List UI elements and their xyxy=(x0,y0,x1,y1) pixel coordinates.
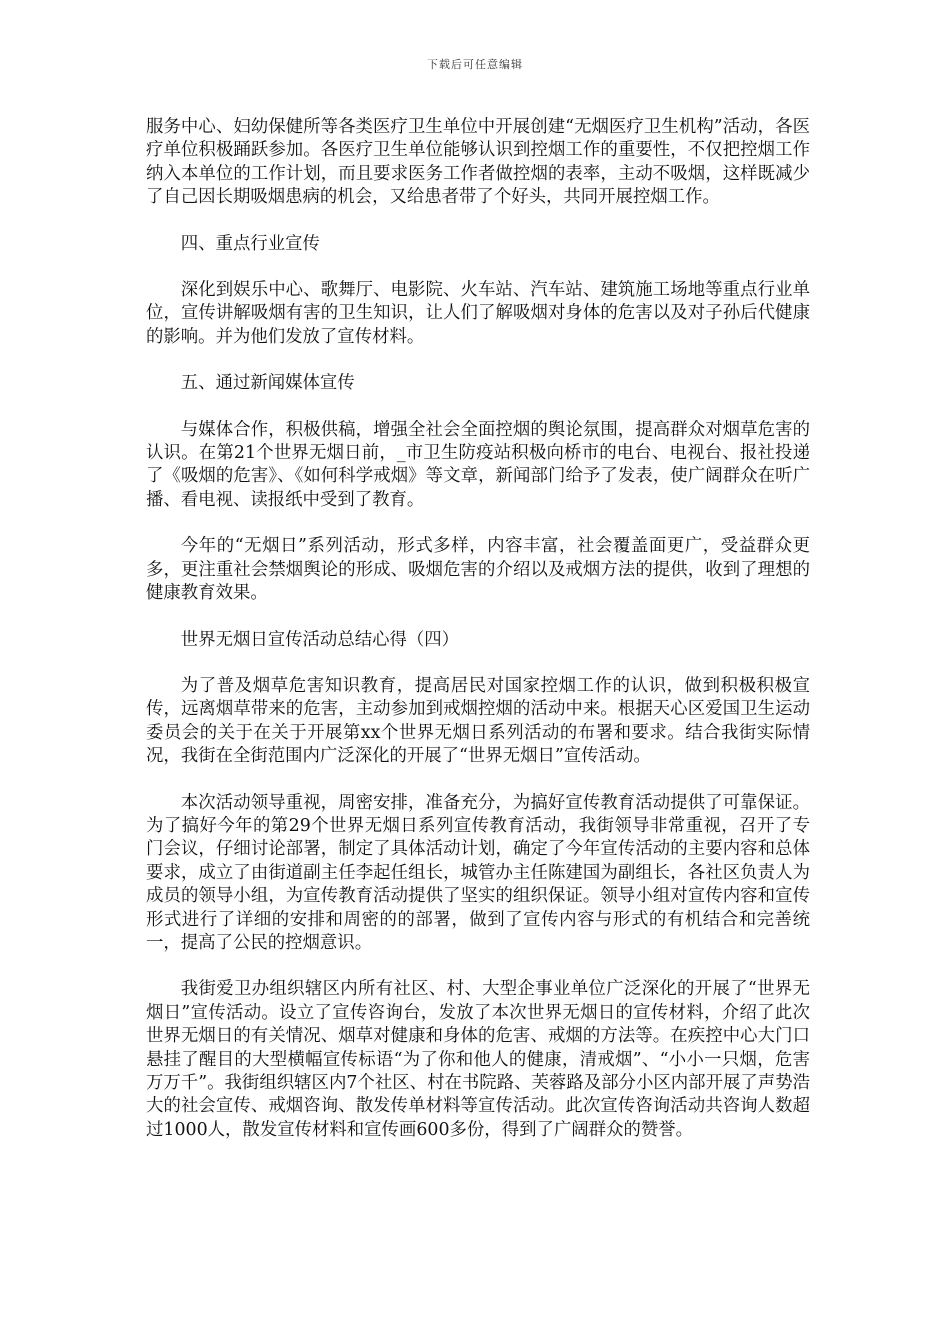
section-heading-5: 五、通过新闻媒体宣传 xyxy=(180,373,355,394)
paragraph-leadership: 本次活动领导重视，周密安排，准备充分，为搞好宣传教育活动提供了可靠保证。为了搞好今年的第29个世界无烟日系列宣传教育活动，我街领导非常重视，召开了专门会议，仔细讨论部署，制定了具体活动计划，确定了今年宣传活动的主要内容和总体要求，成立了由街道副主任李起任组长，城管办主任陈建国为副组长，各社区负责人为成员的领导小组，为宣传教育活动提供了坚实的组织保证。领导小组对宣传内容和宣传形式进行了详细的安排和周密的的部署，做到了宣传内容与形式的有机结合和完善统一，提高了公民的控烟意识。 xyxy=(146,792,810,953)
page-header-note: 下载后可任意编辑 xyxy=(427,58,523,71)
document-body xyxy=(146,116,810,1165)
article-title-4: 世界无烟日宣传活动总结心得（四） xyxy=(180,629,460,650)
paragraph-media-cooperation: 与媒体合作，积极供稿，增强全社会全面控烟的舆论氛围，提高群众对烟草危害的认识。在第21个世界无烟日前，_市卫生防疫站积极向桥市的电台、电视台、报社投递了《吸烟的危害》、《如何科学戒烟》等文章，新闻部门给予了发表，使广阔群众在听广播、看电视、读报纸中受到了教育。 xyxy=(146,419,810,510)
paragraph-intro: 为了普及烟草危害知识教育，提高居民对国家控烟工作的认识，做到积极积极宣传，远离烟草带来的危害，主动参加到戒烟控烟的活动中来。根据天心区爱国卫生运动委员会的关于在关于开展第xx个世界无烟日系列活动的布署和要求。结合我街实际情况，我街在全街范围内广泛深化的开展了“世界无烟日”宣传活动。 xyxy=(146,675,810,767)
paragraph-summary: 今年的“无烟日”系列活动，形式多样，内容丰富，社会覆盖面更广，受益群众更多，更注重社会禁烟舆论的形成、吸烟危害的介绍以及戒烟方法的提供，收到了理想的健康教育效果。 xyxy=(146,536,810,604)
paragraph-continuation: 服务中心、妇幼保健所等各类医疗卫生单位中开展创建“无烟医疗卫生机构”活动，各医疗单位积极踊跃参加。各医疗卫生单位能够认识到控烟工作的重要性，不仅把控烟工作纳入本单位的工作计划，而且要求医务工作者做控烟的表率，主动不吸烟，这样既减少了自己因长期吸烟患病的机会，又给患者带了个好头，共同开展控烟工作。 xyxy=(146,117,810,208)
paragraph-activities: 我街爱卫办组织辖区内所有社区、村、大型企事业单位广泛深化的开展了“世界无烟日”宣传活动。设立了宣传咨询台，发放了本次世界无烟日的宣传材料，介绍了此次世界无烟日的有关情况、烟草对健康和身体的危害、戒烟的方法等。在疾控中心大门口悬挂了醒目的大型横幅宣传标语“为了你和他人的健康，清戒烟”、“小小一只烟，危害万万千”。我街组织辖区内7个社区、村在书院路、芙蓉路及部分小区内部开展了声势浩大的社会宣传、戒烟咨询、散发传单材料等宣传活动。此次宣传咨询活动共咨询人数超过1000人，散发宣传材料和宣传画600多份，得到了广阔群众的赞誉。 xyxy=(146,979,810,1140)
section-heading-4: 四、重点行业宣传 xyxy=(180,233,320,254)
paragraph-industry-publicity: 深化到娱乐中心、歌舞厅、电影院、火车站、汽车站、建筑施工场地等重点行业单位，宣传讲解吸烟有害的卫生知识，让人们了解吸烟对身体的危害以及对子孙后代健康的影响。并为他们发放了宣传材料。 xyxy=(146,280,810,347)
